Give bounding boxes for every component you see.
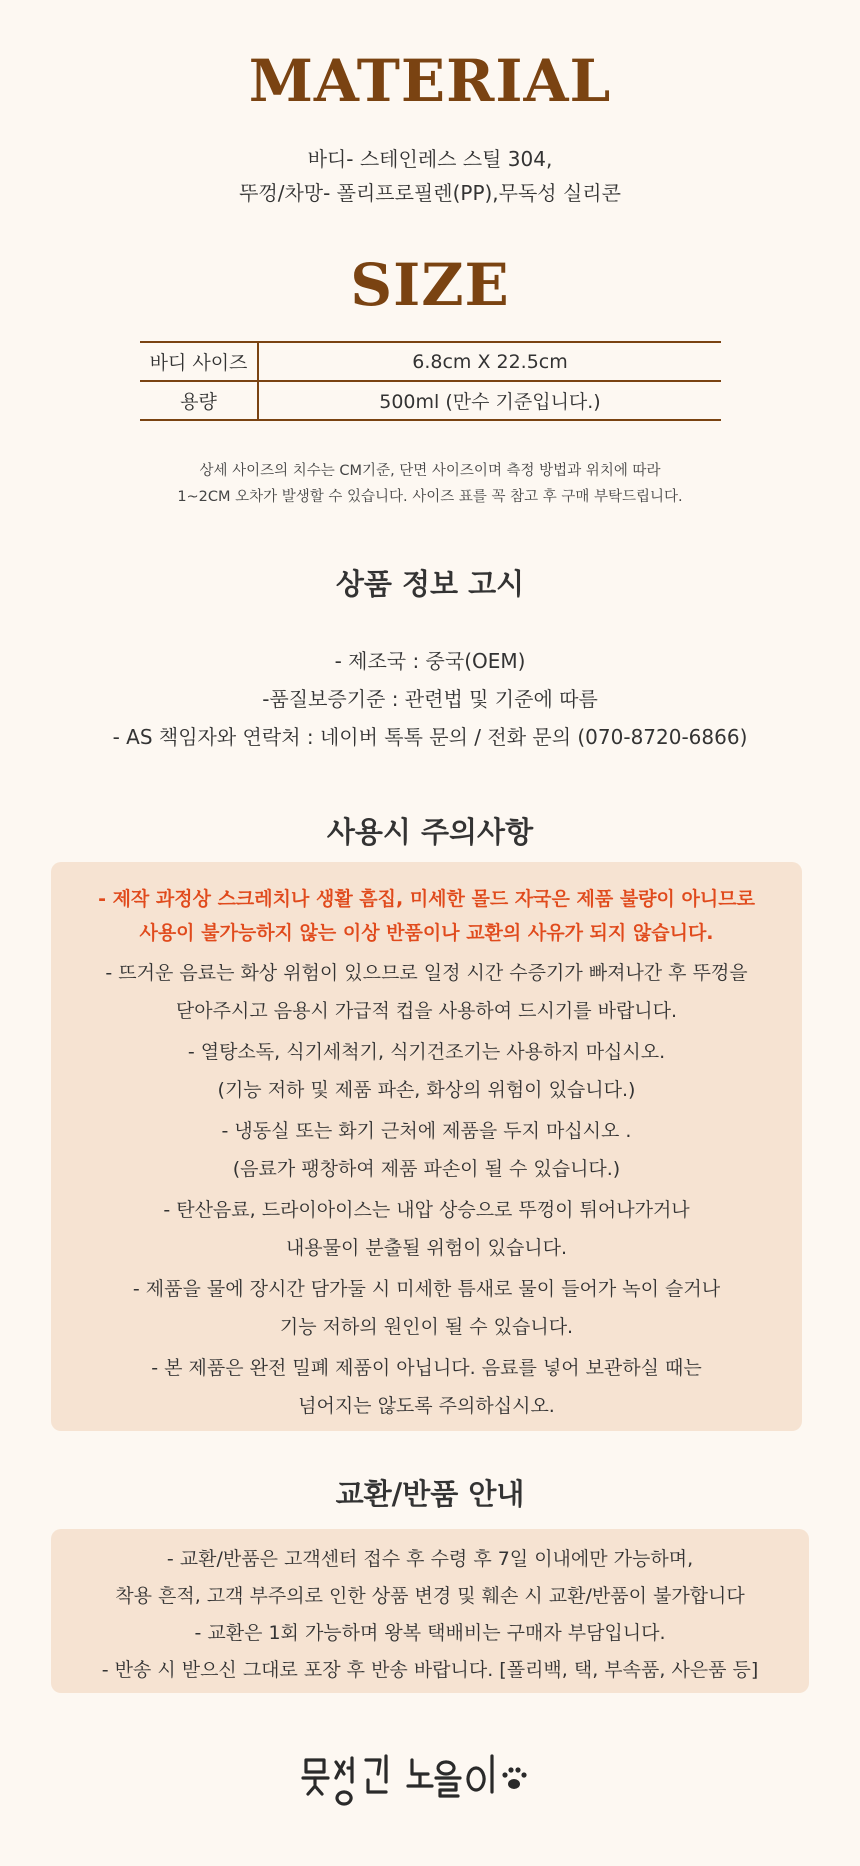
caution-item (51, 954, 802, 1030)
list-item: - 교환은 1회 가능하며 왕복 택배비는 구매자 부담입니다. (194, 1622, 666, 1644)
size-note-line: 1~2CM 오차가 발생할 수 있습니다. 사이즈 표를 꼭 참고 후 구매 부탁드립니다. (177, 489, 683, 505)
caution-line: - 탄산음료, 드라이아이스는 내압 상승으로 뚜껑이 튀어나가거나 (163, 1199, 690, 1221)
material-description (0, 142, 860, 210)
size-label: 용량 (140, 381, 258, 420)
product-info-list (0, 642, 860, 756)
list-item: - 반송 시 받으신 그대로 포장 후 반송 바랍니다. [폴리백, 택, 부속품, 사은품 등] (101, 1659, 759, 1681)
caution-item (51, 1349, 802, 1425)
caution-box (51, 862, 802, 1431)
product-info-title: 상품 정보 고시 (335, 567, 525, 601)
caution-item (51, 1191, 802, 1267)
exchange-list (51, 1541, 809, 1689)
list-item: - AS 책임자와 연락처 : 네이버 톡톡 문의 / 전화 문의 (070-8720-6866) (112, 725, 748, 749)
caution-item (51, 1270, 802, 1346)
exchange-box (51, 1529, 809, 1693)
caution-title: 사용시 주의사항 (326, 815, 534, 849)
caution-line: 내용물이 분출될 위험이 있습니다. (285, 1237, 568, 1259)
size-table (140, 341, 721, 421)
list-item: - 교환/반품은 고객센터 접수 후 수령 후 7일 이내에만 가능하며, (166, 1548, 694, 1570)
caution-line: 넘어지는 않도록 주의하십시오. (298, 1395, 555, 1417)
exchange-title: 교환/반품 안내 (335, 1477, 525, 1511)
size-label: 바디 사이즈 (140, 342, 258, 381)
list-item: - 제조국 : 중국(OEM) (334, 649, 526, 673)
caution-line: 기능 저하의 원인이 될 수 있습니다. (279, 1316, 574, 1338)
material-line: 뚜껑/차망- 폴리프로필렌(PP),무독성 실리콘 (239, 181, 621, 205)
caution-highlight-line: - 제작 과정상 스크레치나 생활 흠집, 미세한 몰드 자국은 제품 불량이 아니므로 (98, 888, 755, 910)
table-row (140, 381, 721, 420)
caution-line: 닫아주시고 음용시 가급적 컵을 사용하여 드시기를 바랍니다. (175, 1000, 678, 1022)
size-title: SIZE (350, 251, 510, 319)
list-item: -품질보증기준 : 관련법 및 기준에 따름 (262, 687, 598, 711)
caution-item (51, 1112, 802, 1188)
size-note-line: 상세 사이즈의 치수는 CM기준, 단면 사이즈이며 측정 방법과 위치에 따라 (199, 463, 661, 479)
caution-highlight (51, 882, 802, 950)
material-title: MATERIAL (248, 47, 612, 115)
caution-line: - 뜨거운 음료는 화상 위험이 있으므로 일정 시간 수증기가 빠져나간 후 뚜껑을 (105, 962, 748, 984)
size-note (0, 458, 860, 510)
size-value: 6.8cm X 22.5cm (258, 342, 721, 381)
brand-logo (300, 1748, 560, 1808)
caution-line: (기능 저하 및 제품 파손, 화상의 위험이 있습니다.) (217, 1079, 636, 1101)
material-line: 바디- 스테인레스 스틸 304, (307, 147, 553, 171)
caution-line: - 본 제품은 완전 밀폐 제품이 아닙니다. 음료를 넣어 보관하실 때는 (151, 1357, 702, 1379)
caution-item (51, 1033, 802, 1109)
caution-line: - 제품을 물에 장시간 담가둘 시 미세한 틈새로 물이 들어가 녹이 슬거나 (132, 1278, 721, 1300)
caution-line: - 열탕소독, 식기세척기, 식기건조기는 사용하지 마십시오. (187, 1041, 666, 1063)
size-value: 500ml (만수 기준입니다.) (379, 391, 601, 413)
table-row (140, 342, 721, 381)
caution-highlight-line: 사용이 불가능하지 않는 이상 반품이나 교환의 사유가 되지 않습니다. (139, 922, 714, 944)
list-item: 착용 흔적, 고객 부주의로 인한 상품 변경 및 훼손 시 교환/반품이 불가합니다 (115, 1585, 745, 1607)
caution-line: (음료가 팽창하여 제품 파손이 될 수 있습니다.) (232, 1158, 621, 1180)
caution-line: - 냉동실 또는 화기 근처에 제품을 두지 마십시오 . (221, 1120, 632, 1142)
